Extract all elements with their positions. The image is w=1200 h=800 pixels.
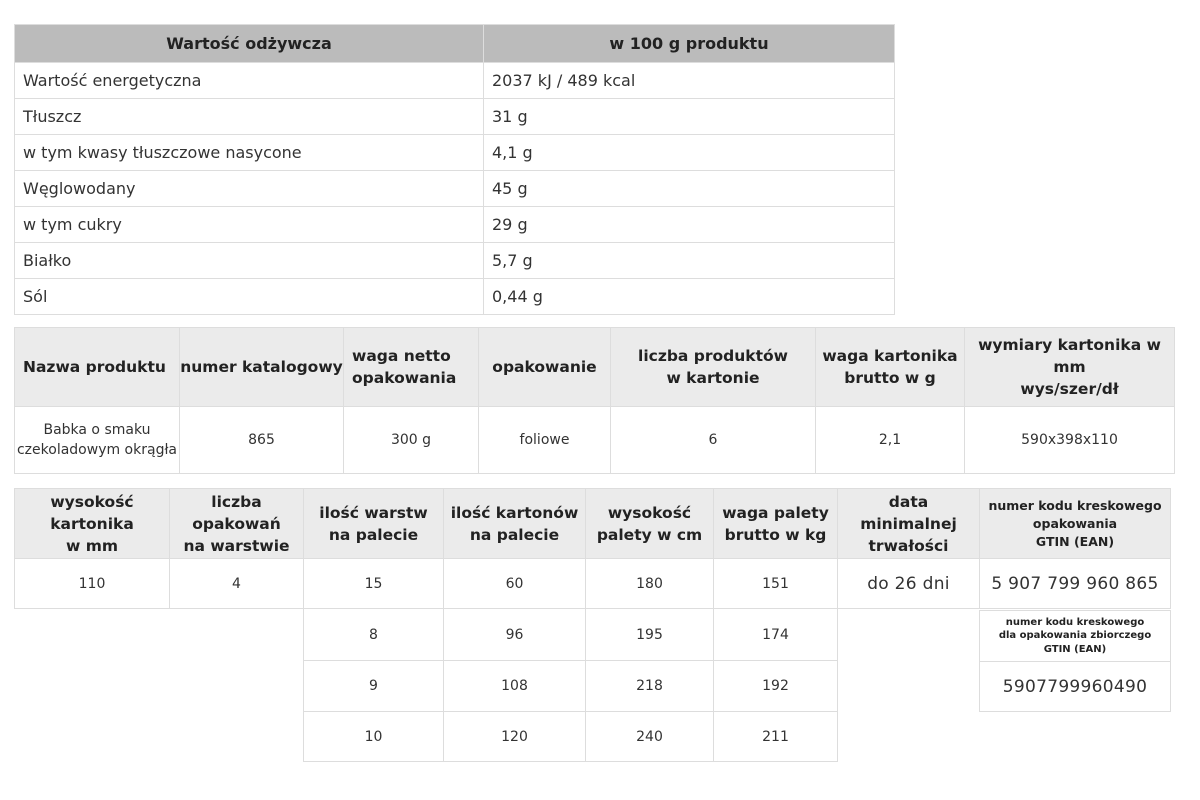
product-header: Nazwa produktu [14,327,180,407]
pallet-header: ilość kartonów na palecie [443,488,586,559]
product-name-cell: Babka o smaku czekoladowym okrągła [14,406,180,474]
nutrition-header-value: w 100 g produktu [483,24,895,63]
ean-unit-cell: 5 907 799 960 865 [979,558,1171,609]
product-header: waga kartonika brutto w g [815,327,965,407]
pallet-height-cell: 180 [585,558,714,609]
pallet-header-ean: numer kodu kreskowego opakowania GTIN (EAN) [979,488,1171,559]
pallet-height-cell: 218 [585,660,714,712]
product-header: opakowanie [478,327,611,407]
nutrition-row-name: Wartość energetyczna [14,62,484,99]
layers-cell: 15 [303,558,444,609]
cartons-cell: 120 [443,711,586,762]
pallet-header: ilość warstw na palecie [303,488,444,559]
pallet-header: wysokość palety w cm [585,488,714,559]
shelf-life-cell: do 26 dni [837,558,980,609]
cartons-cell: 60 [443,558,586,609]
pallet-weight-cell: 192 [713,660,838,712]
packaging-cell: foliowe [478,406,611,474]
cartons-cell: 96 [443,608,586,661]
carton-height-cell: 110 [14,558,170,609]
pallet-header: liczba opakowań na warstwie [169,488,304,559]
collective-ean-header: numer kodu kreskowego dla opakowania zbiorczego GTIN (EAN) [979,610,1171,662]
cartons-cell: 108 [443,660,586,712]
pallet-weight-cell: 151 [713,558,838,609]
nutrition-row-value: 45 g [483,170,895,207]
nutrition-row-value: 0,44 g [483,278,895,315]
product-header: waga netto opakowania [343,327,479,407]
net-weight-cell: 300 g [343,406,479,474]
carton-weight-cell: 2,1 [815,406,965,474]
pallet-height-cell: 195 [585,608,714,661]
products-per-carton-cell: 6 [610,406,816,474]
pallet-weight-cell: 174 [713,608,838,661]
nutrition-row-value: 2037 kJ / 489 kcal [483,62,895,99]
per-layer-cell: 4 [169,558,304,609]
layers-cell: 10 [303,711,444,762]
pallet-weight-cell: 211 [713,711,838,762]
nutrition-row-value: 31 g [483,98,895,135]
layers-cell: 8 [303,608,444,661]
ean-collective-cell: 5907799960490 [979,661,1171,712]
nutrition-header-name: Wartość odżywcza [14,24,484,63]
pallet-header: waga palety brutto w kg [713,488,838,559]
nutrition-row-name: Sól [14,278,484,315]
nutrition-row-name: w tym kwasy tłuszczowe nasycone [14,134,484,171]
pallet-header: wysokość kartonika w mm [14,488,170,559]
nutrition-row-value: 29 g [483,206,895,243]
product-header: numer katalogowy [179,327,344,407]
product-header: liczba produktów w kartonie [610,327,816,407]
nutrition-row-name: Białko [14,242,484,279]
nutrition-row-name: Tłuszcz [14,98,484,135]
nutrition-row-name: w tym cukry [14,206,484,243]
catalog-number-cell: 865 [179,406,344,474]
carton-dimensions-cell: 590x398x110 [964,406,1175,474]
pallet-header: data minimalnej trwałości [837,488,980,559]
nutrition-row-value: 4,1 g [483,134,895,171]
nutrition-row-value: 5,7 g [483,242,895,279]
nutrition-row-name: Węglowodany [14,170,484,207]
pallet-height-cell: 240 [585,711,714,762]
product-header: wymiary kartonika w mm wys/szer/dł [964,327,1175,407]
layers-cell: 9 [303,660,444,712]
